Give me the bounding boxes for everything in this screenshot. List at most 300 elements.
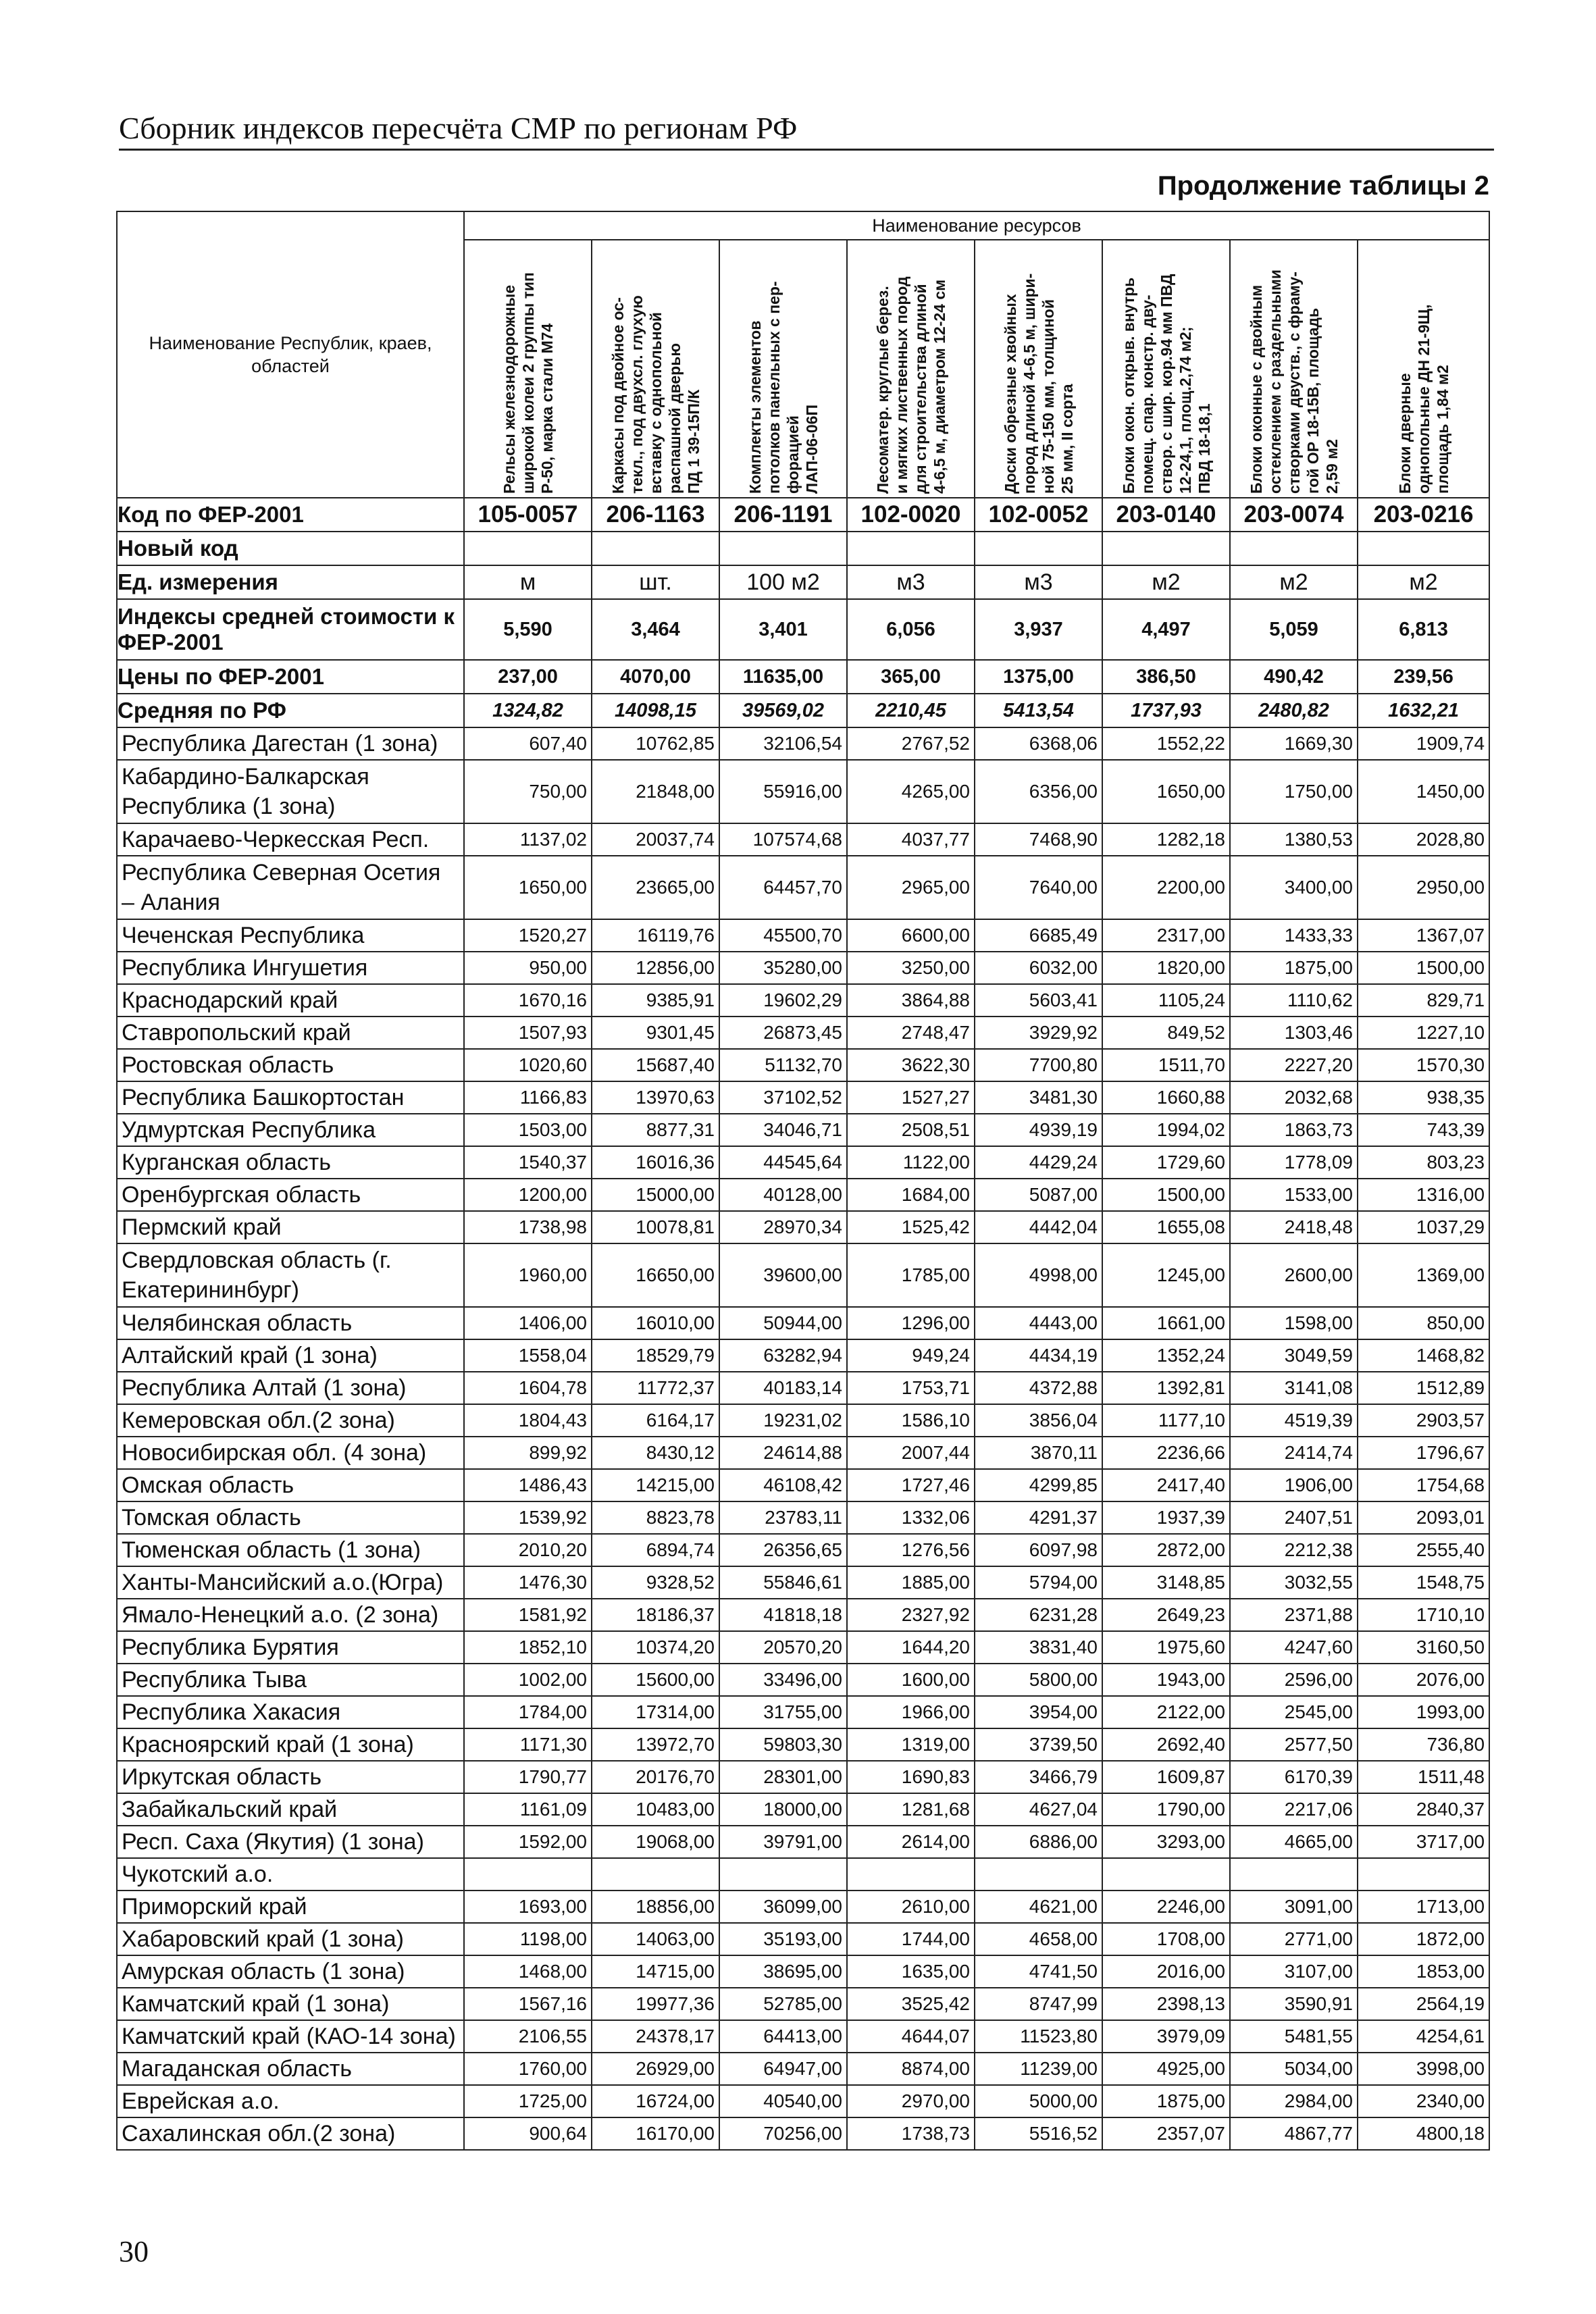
price-cell: 1943,00: [1102, 1664, 1230, 1696]
price-cell: 4621,00: [975, 1891, 1102, 1923]
price-cell: 16170,00: [592, 2117, 719, 2150]
average-price-cell: 1324,82: [464, 694, 592, 727]
price-cell: 6032,00: [975, 952, 1102, 984]
price-cell: 1604,78: [464, 1372, 592, 1404]
table-row: [117, 1566, 1489, 1599]
resource-column-header: [1230, 240, 1358, 498]
price-cell: 2122,00: [1102, 1696, 1230, 1728]
price-cell: 2227,20: [1230, 1049, 1358, 1081]
price-cell: 13972,70: [592, 1728, 719, 1761]
region-name: Пермский край: [117, 1211, 464, 1243]
fer-price-cell: 239,56: [1358, 660, 1489, 694]
resources-header: Наименование ресурсов: [464, 211, 1489, 240]
price-cell: 1644,20: [847, 1631, 975, 1664]
price-cell: 5794,00: [975, 1566, 1102, 1599]
region-name: Ростовская область: [117, 1049, 464, 1081]
page-header: Сборник индексов пересчёта СМР по регионам РФ: [119, 108, 1494, 151]
price-cell: 3622,30: [847, 1049, 975, 1081]
table-row: [117, 1307, 1489, 1339]
price-cell: 45500,70: [719, 919, 847, 952]
price-cell: 7468,90: [975, 823, 1102, 856]
price-cell: 3525,42: [847, 1988, 975, 2020]
table-row: [117, 1988, 1489, 2020]
price-cell: 9301,45: [592, 1017, 719, 1049]
region-name: Забайкальский край: [117, 1793, 464, 1826]
price-cell: 1281,68: [847, 1793, 975, 1826]
price-cell: 28301,00: [719, 1761, 847, 1793]
price-cell: 1875,00: [1230, 952, 1358, 984]
table-row: [117, 1372, 1489, 1404]
price-cell: 26929,00: [592, 2053, 719, 2085]
price-cell: 2767,52: [847, 727, 975, 760]
price-cell: 2692,40: [1102, 1728, 1230, 1761]
fer-price-cell: 11635,00: [719, 660, 847, 694]
price-cell: 6170,39: [1230, 1761, 1358, 1793]
price-cell: 3998,00: [1358, 2053, 1489, 2085]
price-cell: 2106,55: [464, 2020, 592, 2053]
table-row: [117, 1826, 1489, 1858]
price-cell: 1245,00: [1102, 1243, 1230, 1307]
price-cell: 1754,68: [1358, 1469, 1489, 1501]
price-cell: 4443,00: [975, 1307, 1102, 1339]
price-cell: 4998,00: [975, 1243, 1102, 1307]
price-cell: [464, 1858, 592, 1891]
fer-price-cell: 490,42: [1230, 660, 1358, 694]
price-cell: 829,71: [1358, 984, 1489, 1017]
price-cell: 3979,09: [1102, 2020, 1230, 2053]
table-row: [117, 1793, 1489, 1826]
price-cell: 20037,74: [592, 823, 719, 856]
price-cell: 1276,56: [847, 1534, 975, 1566]
price-cell: 26873,45: [719, 1017, 847, 1049]
fer-code-cell: 206-1191: [719, 498, 847, 532]
price-cell: 1660,88: [1102, 1081, 1230, 1114]
price-cell: 1661,00: [1102, 1307, 1230, 1339]
table-row: [117, 2053, 1489, 2085]
unit-cell: м3: [975, 565, 1102, 599]
index-label: Индексы средней стоимости к ФЕР-2001: [117, 599, 464, 660]
region-name: Тюменская область (1 зона): [117, 1534, 464, 1566]
price-cell: 4925,00: [1102, 2053, 1230, 2085]
table-continuation-label: Продолжение таблицы 2: [1157, 171, 1489, 201]
price-cell: 6886,00: [975, 1826, 1102, 1858]
price-cell: 5034,00: [1230, 2053, 1358, 2085]
fer-code-cell: 102-0020: [847, 498, 975, 532]
price-cell: 18186,37: [592, 1599, 719, 1631]
price-cell: 1476,30: [464, 1566, 592, 1599]
price-cell: 6097,98: [975, 1534, 1102, 1566]
price-cell: 1744,00: [847, 1923, 975, 1955]
index-cell: 3,401: [719, 599, 847, 660]
price-cell: 1863,73: [1230, 1114, 1358, 1146]
region-name: Республика Ингушетия: [117, 952, 464, 984]
price-cell: 10483,00: [592, 1793, 719, 1826]
price-cell: 1468,00: [464, 1955, 592, 1988]
price-cell: 63282,94: [719, 1339, 847, 1372]
price-cell: 16650,00: [592, 1243, 719, 1307]
price-cell: 38695,00: [719, 1955, 847, 1988]
price-cell: 2545,00: [1230, 1696, 1358, 1728]
unit-cell: м2: [1358, 565, 1489, 599]
price-cell: 1592,00: [464, 1826, 592, 1858]
table-row: [117, 2085, 1489, 2117]
price-cell: 2093,01: [1358, 1501, 1489, 1534]
price-cell: 1690,83: [847, 1761, 975, 1793]
region-name: Челябинская область: [117, 1307, 464, 1339]
price-cell: 1552,22: [1102, 727, 1230, 760]
fer-price-cell: 4070,00: [592, 660, 719, 694]
price-cell: 64947,00: [719, 2053, 847, 2085]
price-cell: 1500,00: [1358, 952, 1489, 984]
price-cell: 1166,83: [464, 1081, 592, 1114]
price-cell: 2872,00: [1102, 1534, 1230, 1566]
price-cell: 1392,81: [1102, 1372, 1230, 1404]
price-cell: 1282,18: [1102, 823, 1230, 856]
resource-name: Комплекты элементов потолков панельных с пер- форацией ЛАП-06-06П: [746, 281, 821, 494]
price-cell: 3870,11: [975, 1437, 1102, 1469]
price-cell: 3717,00: [1358, 1826, 1489, 1858]
unit-label: Ед. измерения: [117, 565, 464, 599]
resource-column-header: [847, 240, 975, 498]
price-cell: 1110,62: [1230, 984, 1358, 1017]
price-cell: 7700,80: [975, 1049, 1102, 1081]
price-cell: 2076,00: [1358, 1664, 1489, 1696]
price-cell: 1433,33: [1230, 919, 1358, 952]
table-row: [117, 1404, 1489, 1437]
price-cell: 4627,04: [975, 1793, 1102, 1826]
price-cell: 4519,39: [1230, 1404, 1358, 1437]
price-cell: 1303,46: [1230, 1017, 1358, 1049]
price-cell: 2371,88: [1230, 1599, 1358, 1631]
price-cell: 18000,00: [719, 1793, 847, 1826]
table-row: [117, 2117, 1489, 2150]
price-cell: 11239,00: [975, 2053, 1102, 2085]
price-cell: 736,80: [1358, 1728, 1489, 1761]
price-cell: 2748,47: [847, 1017, 975, 1049]
price-cell: 3250,00: [847, 952, 975, 984]
price-cell: 1520,27: [464, 919, 592, 952]
price-cell: 8430,12: [592, 1437, 719, 1469]
price-cell: 11523,80: [975, 2020, 1102, 2053]
price-cell: 23665,00: [592, 856, 719, 919]
price-cell: 11772,37: [592, 1372, 719, 1404]
price-cell: 1790,00: [1102, 1793, 1230, 1826]
region-name: Новосибирская обл. (4 зона): [117, 1437, 464, 1469]
price-cell: 2596,00: [1230, 1664, 1358, 1696]
price-cell: 6600,00: [847, 919, 975, 952]
price-cell: 2327,92: [847, 1599, 975, 1631]
unit-cell: м2: [1230, 565, 1358, 599]
table-row: [117, 1923, 1489, 1955]
fer-code-cell: 102-0052: [975, 498, 1102, 532]
price-cell: 1872,00: [1358, 1923, 1489, 1955]
price-cell: 1468,82: [1358, 1339, 1489, 1372]
price-cell: 1778,09: [1230, 1146, 1358, 1179]
price-cell: 19602,29: [719, 984, 847, 1017]
price-cell: 34046,71: [719, 1114, 847, 1146]
code-label: Код по ФЕР-2001: [117, 498, 464, 532]
price-cell: 5516,52: [975, 2117, 1102, 2150]
price-cell: 70256,00: [719, 2117, 847, 2150]
page-number: 30: [119, 2235, 149, 2268]
price-cell: 3739,50: [975, 1728, 1102, 1761]
price-cell: 6231,28: [975, 1599, 1102, 1631]
price-cell: 1684,00: [847, 1179, 975, 1211]
price-cell: 64457,70: [719, 856, 847, 919]
region-name: Ставропольский край: [117, 1017, 464, 1049]
price-cell: 14215,00: [592, 1469, 719, 1501]
price-cell: 1503,00: [464, 1114, 592, 1146]
price-cell: 1760,00: [464, 2053, 592, 2085]
price-cell: 3466,79: [975, 1761, 1102, 1793]
fer-code-cell: 203-0216: [1358, 498, 1489, 532]
price-cell: 35280,00: [719, 952, 847, 984]
price-label: Цены по ФЕР-2001: [117, 660, 464, 694]
price-cell: 1960,00: [464, 1243, 592, 1307]
price-cell: 15687,40: [592, 1049, 719, 1081]
price-cell: 1539,92: [464, 1501, 592, 1534]
price-cell: 1533,00: [1230, 1179, 1358, 1211]
new-code-cell: [464, 532, 592, 565]
price-cell: [719, 1858, 847, 1891]
price-cell: 1137,02: [464, 823, 592, 856]
price-cell: 949,24: [847, 1339, 975, 1372]
price-cell: 1710,10: [1358, 1599, 1489, 1631]
price-cell: [1102, 1858, 1230, 1891]
table-row: [117, 1858, 1489, 1891]
price-cell: 1609,87: [1102, 1761, 1230, 1793]
unit-cell: м3: [847, 565, 975, 599]
resource-column-header: [975, 240, 1102, 498]
price-cell: 40540,00: [719, 2085, 847, 2117]
table-row: [117, 984, 1489, 1017]
price-cell: 51132,70: [719, 1049, 847, 1081]
price-cell: 2414,74: [1230, 1437, 1358, 1469]
price-cell: 1993,00: [1358, 1696, 1489, 1728]
price-cell: 1316,00: [1358, 1179, 1489, 1211]
average-price-cell: 1632,21: [1358, 694, 1489, 727]
price-cell: 3049,59: [1230, 1339, 1358, 1372]
price-cell: 1853,00: [1358, 1955, 1489, 1988]
price-cell: 107574,68: [719, 823, 847, 856]
price-cell: 1650,00: [464, 856, 592, 919]
table-row: [117, 1761, 1489, 1793]
price-cell: 1369,00: [1358, 1243, 1489, 1307]
price-cell: 64413,00: [719, 2020, 847, 2053]
price-cell: 3929,92: [975, 1017, 1102, 1049]
fer-price-cell: 365,00: [847, 660, 975, 694]
price-cell: 44545,64: [719, 1146, 847, 1179]
price-cell: 2600,00: [1230, 1243, 1358, 1307]
price-cell: 4429,24: [975, 1146, 1102, 1179]
price-cell: 1450,00: [1358, 760, 1489, 823]
resource-name: Блоки дверные однопольные ДН 21-9Щ, площадь 1,84 м2: [1395, 304, 1451, 494]
price-cell: 18856,00: [592, 1891, 719, 1923]
region-name: Республика Дагестан (1 зона): [117, 727, 464, 760]
region-name: Сахалинская обл.(2 зона): [117, 2117, 464, 2150]
table-row: [117, 1114, 1489, 1146]
price-cell: 7640,00: [975, 856, 1102, 919]
price-cell: 1296,00: [847, 1307, 975, 1339]
table-row: [117, 1081, 1489, 1114]
price-cell: 1527,27: [847, 1081, 975, 1114]
price-cell: 1511,48: [1358, 1761, 1489, 1793]
resource-name: Доски обрезные хвойных пород длиной 4-6,5 м, шири- ной 75-150 мм, толщиной 25 мм, II сорта: [1001, 273, 1076, 494]
price-cell: 1725,00: [464, 2085, 592, 2117]
price-cell: 15600,00: [592, 1664, 719, 1696]
price-cell: 1738,98: [464, 1211, 592, 1243]
resource-name: Каркасы под двойное ос- текл., под двухсл. глухую вставку с однопольной распашной дверью ПД 1 39-15П/К: [609, 295, 702, 494]
price-cell: 20176,70: [592, 1761, 719, 1793]
region-name: Краснодарский край: [117, 984, 464, 1017]
price-cell: 1670,16: [464, 984, 592, 1017]
price-cell: 2032,68: [1230, 1081, 1358, 1114]
average-price-cell: 1737,93: [1102, 694, 1230, 727]
price-cell: 41818,18: [719, 1599, 847, 1631]
table-row: [117, 1501, 1489, 1534]
price-cell: 1586,10: [847, 1404, 975, 1437]
price-cell: 1037,29: [1358, 1211, 1489, 1243]
resource-name: Лесоматер. круглые берез. и мягких лиственных пород для строительства длиной 4-6,5 м, диаметром 12-24 см: [873, 276, 948, 494]
price-cell: 1227,10: [1358, 1017, 1489, 1049]
price-cell: 1570,30: [1358, 1049, 1489, 1081]
index-cell: 6,056: [847, 599, 975, 660]
price-cell: 3864,88: [847, 984, 975, 1017]
table-row: [117, 1146, 1489, 1179]
price-cell: 36099,00: [719, 1891, 847, 1923]
price-cell: 55846,61: [719, 1566, 847, 1599]
fer-price-cell: 237,00: [464, 660, 592, 694]
price-cell: 2555,40: [1358, 1534, 1489, 1566]
region-name: Камчатский край (КАО-14 зона): [117, 2020, 464, 2053]
table-row: [117, 1728, 1489, 1761]
average-price-cell: 39569,02: [719, 694, 847, 727]
new-code-cell: [1230, 532, 1358, 565]
price-cell: 5800,00: [975, 1664, 1102, 1696]
price-cell: 1486,43: [464, 1469, 592, 1501]
price-cell: 1352,24: [1102, 1339, 1230, 1372]
price-cell: 849,52: [1102, 1017, 1230, 1049]
price-cell: 2577,50: [1230, 1728, 1358, 1761]
table-row: [117, 952, 1489, 984]
price-cell: 19977,36: [592, 1988, 719, 2020]
price-cell: 8747,99: [975, 1988, 1102, 2020]
price-cell: 900,64: [464, 2117, 592, 2150]
price-cell: 18529,79: [592, 1339, 719, 1372]
price-cell: [1358, 1858, 1489, 1891]
price-cell: 2970,00: [847, 2085, 975, 2117]
region-name: Иркутская область: [117, 1761, 464, 1793]
price-cell: 1558,04: [464, 1339, 592, 1372]
price-cell: 1784,00: [464, 1696, 592, 1728]
unit-cell: м2: [1102, 565, 1230, 599]
region-name: Республика Бурятия: [117, 1631, 464, 1664]
price-cell: 4434,19: [975, 1339, 1102, 1372]
price-cell: 2840,37: [1358, 1793, 1489, 1826]
price-cell: 1708,00: [1102, 1923, 1230, 1955]
price-cell: 1820,00: [1102, 952, 1230, 984]
price-cell: 4658,00: [975, 1923, 1102, 1955]
newcode-label: Новый код: [117, 532, 464, 565]
price-cell: 1753,71: [847, 1372, 975, 1404]
price-cell: 1909,74: [1358, 727, 1489, 760]
price-cell: 16010,00: [592, 1307, 719, 1339]
price-cell: 1937,39: [1102, 1501, 1230, 1534]
table-row: [117, 1664, 1489, 1696]
price-cell: 3481,30: [975, 1081, 1102, 1114]
price-cell: 5087,00: [975, 1179, 1102, 1211]
price-cell: 1885,00: [847, 1566, 975, 1599]
price-cell: 4800,18: [1358, 2117, 1489, 2150]
price-cell: 52785,00: [719, 1988, 847, 2020]
resource-price-table: [116, 211, 1490, 2151]
price-cell: 4291,37: [975, 1501, 1102, 1534]
price-cell: 40128,00: [719, 1179, 847, 1211]
price-cell: 39791,00: [719, 1826, 847, 1858]
price-cell: 16724,00: [592, 2085, 719, 2117]
average-price-cell: 2480,82: [1230, 694, 1358, 727]
region-name: Республика Башкортостан: [117, 1081, 464, 1114]
region-name: Свердловская область (г. Екатерининбург): [117, 1243, 464, 1307]
resource-name: Рельсы железнодорожные широкой колеи 2 группы тип Р-50, марка стали М74: [500, 272, 556, 494]
price-cell: 1796,67: [1358, 1437, 1489, 1469]
price-cell: 1548,75: [1358, 1566, 1489, 1599]
region-name: Ямало-Ненецкий а.о. (2 зона): [117, 1599, 464, 1631]
region-name: Республика Северная Осетия – Алания: [117, 856, 464, 919]
price-cell: 950,00: [464, 952, 592, 984]
fer-code-cell: 206-1163: [592, 498, 719, 532]
price-cell: 3831,40: [975, 1631, 1102, 1664]
price-cell: 59803,30: [719, 1728, 847, 1761]
price-cell: 1966,00: [847, 1696, 975, 1728]
price-cell: 2965,00: [847, 856, 975, 919]
resource-column-header: [464, 240, 592, 498]
price-cell: 32106,54: [719, 727, 847, 760]
price-cell: 2010,20: [464, 1534, 592, 1566]
table-row: [117, 1437, 1489, 1469]
price-cell: 4265,00: [847, 760, 975, 823]
table-row: [117, 1179, 1489, 1211]
price-cell: 24614,88: [719, 1437, 847, 1469]
region-name: Республика Алтай (1 зона): [117, 1372, 464, 1404]
table-row: [117, 1339, 1489, 1372]
region-name: Республика Хакасия: [117, 1696, 464, 1728]
region-name: Красноярский край (1 зона): [117, 1728, 464, 1761]
price-cell: 4741,50: [975, 1955, 1102, 1988]
price-cell: 1511,70: [1102, 1049, 1230, 1081]
table-row: [117, 919, 1489, 952]
price-cell: 2212,38: [1230, 1534, 1358, 1566]
resource-column-header: [1358, 240, 1489, 498]
price-cell: 899,92: [464, 1437, 592, 1469]
price-cell: 2236,66: [1102, 1437, 1230, 1469]
price-cell: 35193,00: [719, 1923, 847, 1955]
region-name: Еврейская а.о.: [117, 2085, 464, 2117]
price-cell: 19231,02: [719, 1404, 847, 1437]
resource-column-header: [1102, 240, 1230, 498]
price-cell: 1500,00: [1102, 1179, 1230, 1211]
price-cell: 1171,30: [464, 1728, 592, 1761]
index-cell: 5,590: [464, 599, 592, 660]
fer-price-cell: 1375,00: [975, 660, 1102, 694]
price-cell: 2246,00: [1102, 1891, 1230, 1923]
price-cell: 3856,04: [975, 1404, 1102, 1437]
price-cell: 1332,06: [847, 1501, 975, 1534]
price-cell: 1002,00: [464, 1664, 592, 1696]
average-price-cell: 14098,15: [592, 694, 719, 727]
fer-code-cell: 203-0140: [1102, 498, 1230, 532]
index-cell: 4,497: [1102, 599, 1230, 660]
